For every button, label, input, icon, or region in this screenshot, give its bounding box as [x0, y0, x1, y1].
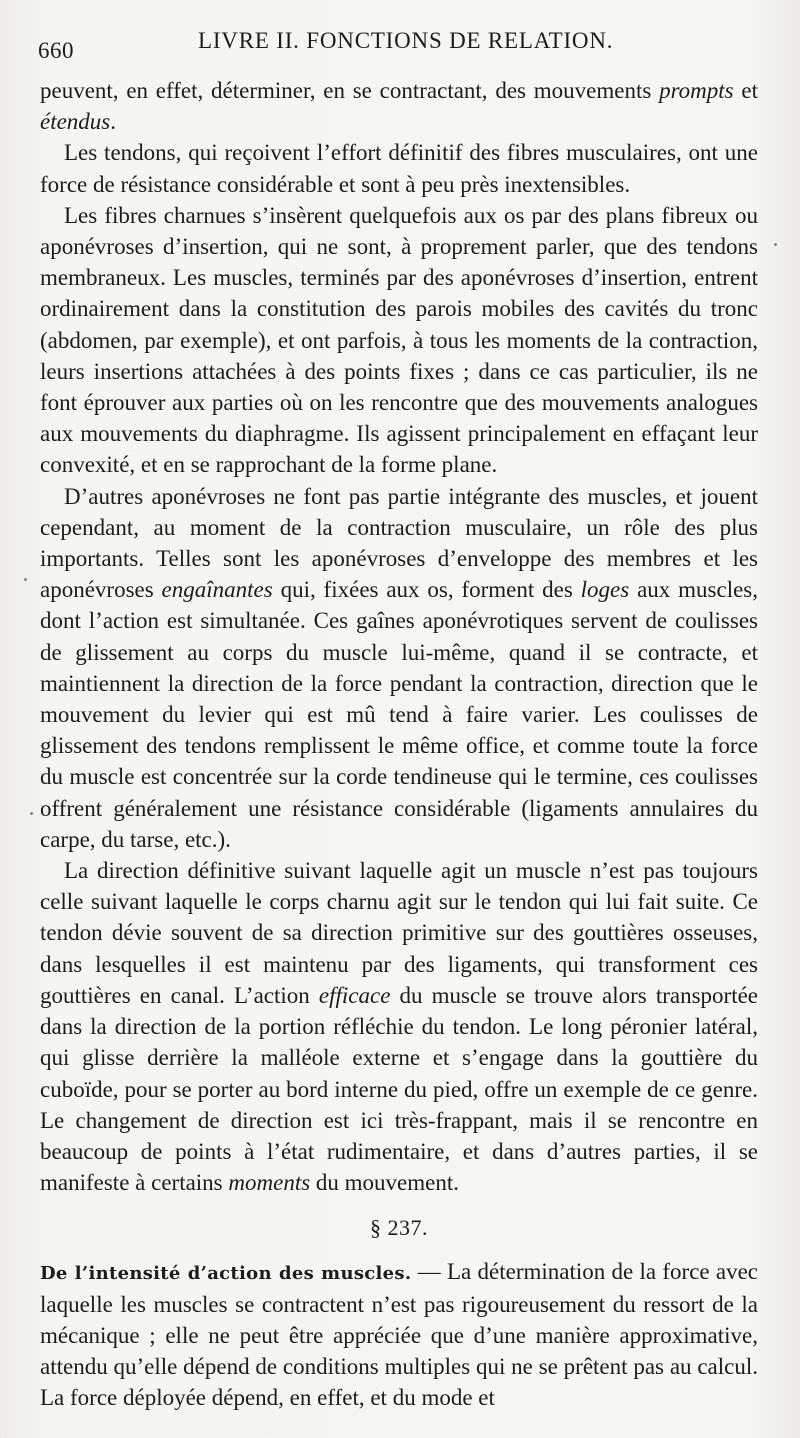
italic-run: moments — [228, 1170, 311, 1196]
em-dash: — — [411, 1258, 447, 1284]
section-number: § 237. — [370, 1215, 428, 1241]
italic-run: étendus — [40, 109, 111, 135]
paragraph-3 — [40, 200, 758, 481]
paragraph-5 — [40, 855, 758, 1198]
text-run: Les tendons, qui reçoivent l’effort définitif des fibres musculaires, ont une force de résistance considérable et sont à peu près inextensibles. — [40, 140, 758, 197]
paragraph-4 — [40, 481, 758, 855]
text-run: et — [733, 78, 758, 103]
page-header — [38, 28, 754, 68]
scan-speck — [30, 812, 33, 815]
text-run: La direction définitive suivant laquelle agit un muscle n’est pas toujours celle suivant laquelle le corps charnu agit sur le tendon qui lui fait suite. Ce tendon dévie souvent de sa direction primitive sur des gouttières osseuses, dans lesquelles il est maintenu par des ligaments, qui transforment ces gouttières en canal. L’action — [40, 858, 758, 1008]
scan-speck — [774, 243, 777, 246]
text-run: aux muscles, dont l’action est simultanée. Ces gaînes aponévrotiques servent de coulisses de glissement au corps du muscle lui-même, quand il se contracte, et maintiennent la direction de la force pendant la contraction, direction que le mouvement du levier qui est mû tend à faire varier. Les coulisses de glissement des tendons remplissent le même office, et comme toute la force du muscle est concentrée sur la corde tendineuse qui le termine, ces coulisses offrent généralement une résistance considérable (ligaments annulaires du carpe, du tarse, etc.). — [40, 577, 758, 852]
paragraph-1 — [40, 75, 758, 137]
text-run: peuvent, en effet, déterminer, en se contractant, des mouvements — [40, 78, 660, 103]
paragraph-2 — [40, 137, 758, 199]
page-number: 660 — [38, 38, 74, 63]
italic-run: loges — [580, 577, 630, 603]
running-head: LIVRE II. FONCTIONS DE RELATION. — [198, 28, 614, 53]
scan-speck — [24, 578, 27, 581]
section-heading: De l’intensité d’action des muscles. — [40, 1262, 412, 1284]
text-run: qui, fixées aux os, forment des — [272, 577, 581, 603]
text-run: Les fibres charnues s’insèrent quelquefois aux os par des plans fibreux ou aponévroses d’insertion, qui ne sont, à proprement parler, que des tendons membraneux. Les muscles, terminés par des aponévroses d’insertion, entrent ordinairement dans la constitution des parois mobiles des cavités du tronc (abdomen, par exemple), et ont parfois, à tous les moments de la contraction, leurs insertions attachées à des points fixes ; dans ce cas particulier, ils ne font éprouver aux parties où on les rencontre que des mouvements analogues aux mouvements du diaphragme. Ils agissent principalement en effaçant leur convexité, et en se rapprochant de la forme plane. — [40, 202, 758, 478]
text-run: . — [110, 109, 117, 135]
italic-run: efficace — [318, 982, 391, 1008]
text-run: du mouvement. — [310, 1170, 460, 1196]
italic-run: prompts — [659, 78, 734, 103]
italic-run: engaînantes — [161, 577, 273, 603]
section-text: La détermination de la force avec laquelle les muscles se contractent n’est pas rigoureusement du ressort de la mécanique ; elle ne peut être appréciée que d’une manière approximative, attendu qu’elle dépend de conditions multiples qui ne se prêtent pas au calcul. La force déployée dépend, en effet, et du mode et — [40, 1258, 759, 1411]
text-run: du muscle se trouve alors transportée dans la direction de la portion réfléchie du tendon. Le long péronier latéral, qui glisse derrière la malléole externe et s’engage dans la gouttière du cuboïde, pour se porter au bord interne du pied, offre un exemple de ce genre. Le changement de direction est ici très-frappant, mais il se rencontre en beaucoup de points à l’état rudimentaire, et dans d’autres parties, il se manifeste à certains — [40, 982, 759, 1196]
text-run: D’autres aponévroses ne font pas partie intégrante des muscles, et jouent cependant, au moment de la contraction musculaire, un rôle des plus importants. Telles sont les aponévroses d’enveloppe des membres et les aponévroses — [40, 483, 758, 603]
page-body — [40, 75, 758, 1414]
section-paragraph — [40, 1256, 758, 1414]
